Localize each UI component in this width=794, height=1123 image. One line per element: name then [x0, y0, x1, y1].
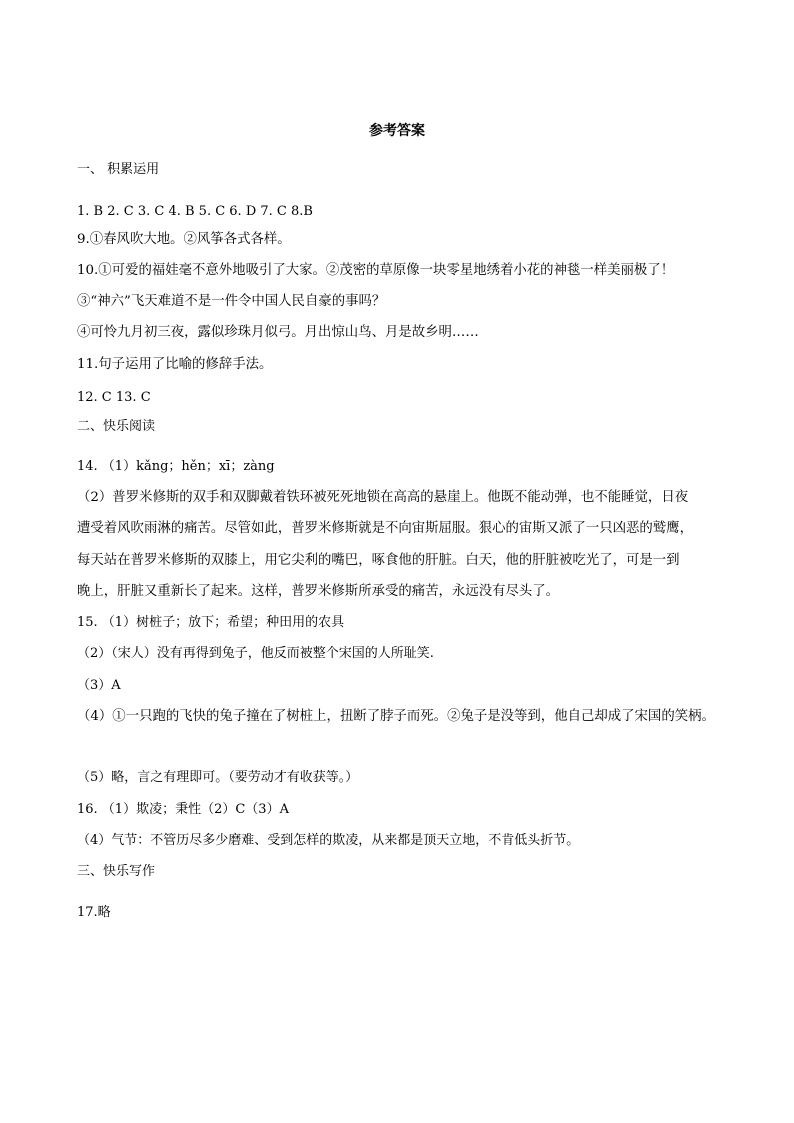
answer-line: 15. （1）树桩子；放下；希望；种田用的农具 [77, 615, 345, 630]
answer-line: 遭受着风吹雨淋的痛苦。尽管如此，普罗米修斯就是不向宙斯屈服。狠心的宙斯又派了一只凶恶的鹫鹰， [77, 521, 693, 536]
answer-line: 每天站在普罗米修斯的双膝上，用它尖利的嘴巴，啄食他的肝脏。白天，他的肝脏被吃光了，可是一到 [77, 553, 680, 568]
answer-line: （2）（宋人）没有再得到兔子，他反而被整个宋国的人所耻笑. [77, 646, 434, 661]
answer-line: （4）①一只跑的飞快的兔子撞在了树桩上，扭断了脖子而死。②兔子是没等到，他自己却成了宋国的笑柄。 [77, 709, 715, 724]
section-heading: 二、快乐阅读 [77, 419, 156, 434]
answer-line: ③“神六”飞天难道不是一件令中国人民自豪的事吗？ [77, 294, 386, 309]
answer-line: 10.①可爱的福娃毫不意外地吸引了大家。②茂密的草原像一块零星地绣着小花的神毯一样美丽极了！ [77, 263, 675, 278]
page-title: 参考答案 [369, 123, 425, 139]
section-heading: 一、 积累运用 [77, 162, 160, 177]
answer-line: （4）气节：不管历尽多少磨难、受到怎样的欺凌，从来都是顶天立地，不肯低头折节。 [77, 833, 580, 848]
answer-line: 14. （1）kǎng；hěn；xī；zàng [77, 459, 275, 474]
answer-line: 11.句子运用了比喻的修辞手法。 [77, 357, 273, 372]
answer-line: （2）普罗米修斯的双手和双脚戴着铁环被死死地锁在高高的悬崖上。他既不能动弹，也不能睡觉，日夜 [77, 490, 689, 505]
answer-line: ④可怜九月初三夜，露似珍珠月似弓。月出惊山鸟、月是故乡明…… [77, 325, 479, 340]
answer-line: 晚上，肝脏又重新长了起来。这样，普罗米修斯所承受的痛苦，永远没有尽头了。 [77, 584, 560, 599]
answer-line: 12. C 13. C [77, 390, 151, 405]
section-heading: 三、快乐写作 [77, 864, 156, 879]
answer-line: 16. （1）欺凌；秉性（2）C（3）A [77, 802, 289, 817]
answer-line: （5）略，言之有理即可。（要劳动才有收获等。） [77, 770, 359, 785]
answer-line: 17.略 [77, 905, 111, 920]
answer-line: （3）A [77, 678, 121, 693]
answer-line: 9.①春风吹大地。②风筝各式各样。 [77, 232, 291, 247]
answer-line: 1. B 2. C 3. C 4. B 5. C 6. D 7. C 8.B [77, 204, 313, 219]
